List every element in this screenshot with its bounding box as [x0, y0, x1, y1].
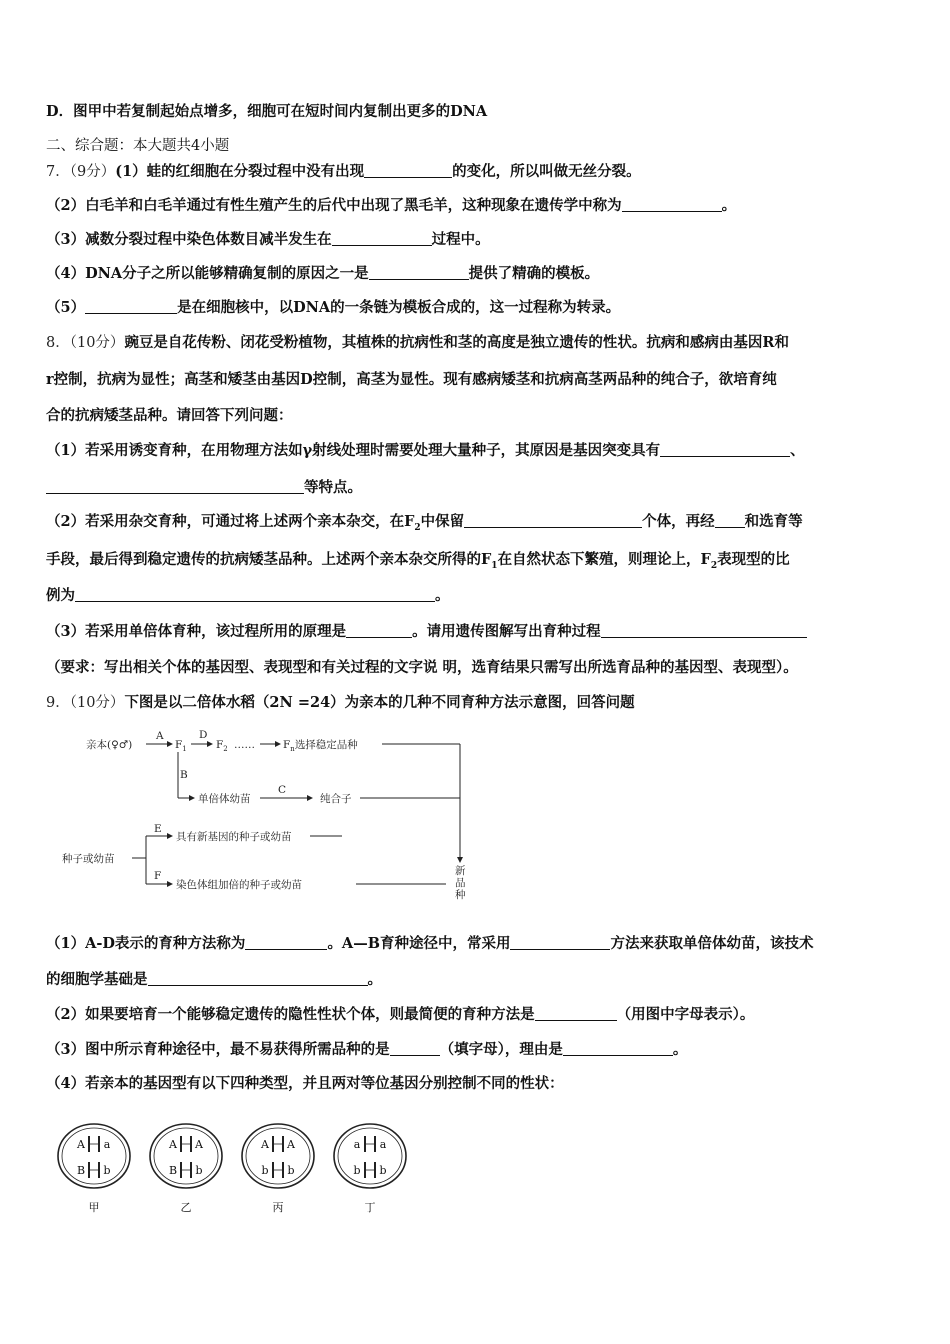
blank[interactable]: [715, 513, 745, 528]
cell-label: 甲: [88, 1201, 100, 1214]
blank[interactable]: [660, 442, 790, 457]
q9-stem: 9．（10分）下图是以二倍体水稻（2N =24）为亲本的几种不同育种方法示意图，回答问题: [46, 694, 635, 711]
haploid-label: 单倍体幼苗: [198, 793, 251, 805]
cell-label: 丙: [272, 1201, 284, 1214]
cell-outline: [150, 1124, 222, 1188]
cell-label: 丁: [364, 1201, 376, 1214]
blank[interactable]: [535, 1006, 617, 1021]
label-d: D: [199, 729, 208, 741]
newgene-label: 具有新基因的种子或幼苗: [176, 831, 292, 843]
q7-part4: （4）DNA分子之所以能够精确复制的原因之一是 提供了精确的模板。: [46, 265, 600, 282]
cell-nucleus: [62, 1128, 126, 1184]
allele-top-left: a: [353, 1138, 361, 1151]
allele-bottom-left: B: [168, 1164, 178, 1177]
q9-part4: （4）若亲本的基因型有以下四种类型，并且两对等位基因分别控制不同的性状：: [46, 1075, 564, 1092]
cell-nucleus: [154, 1128, 218, 1184]
breeding-diagram: [60, 726, 480, 906]
cell-label: 乙: [180, 1201, 192, 1214]
q7-part5: （5） 是在细胞核中，以DNA的一条链为模板合成的，这一过程称为转录。: [46, 299, 621, 316]
allele-top-left: A: [261, 1138, 269, 1151]
allele-bottom-right: b: [195, 1164, 203, 1177]
fn-label: $F_n$选择稳定品种: [283, 739, 358, 753]
blank[interactable]: [85, 299, 177, 314]
cell-nucleus: [246, 1128, 310, 1184]
q7-part2: （2）白毛羊和白毛羊通过有性生殖产生的后代中出现了黑毛羊，这种现象在遗传学中称为 。: [46, 197, 737, 214]
allele-bottom-left: b: [353, 1164, 361, 1177]
dots: ……: [234, 739, 255, 751]
q8-stem-line2: r控制，抗病为显性；高茎和矮茎由基因D控制，高茎为显性。现有感病矮茎和抗病高茎两品种的纯合子，欲培育纯: [46, 371, 777, 388]
allele-bottom-right: b: [103, 1164, 111, 1177]
genotype-cells: [52, 1116, 432, 1216]
allele-top-right: A: [195, 1138, 203, 1151]
q8-part3: （3）若采用单倍体育种，该过程所用的原理是 。请用遗传图解写出育种过程: [46, 622, 910, 642]
q8-part3-req: （要求：写出相关个体的基因型、表现型和有关过程的文字说 明，选育结果只需写出所选育品种的基因型、表现型）。: [46, 659, 798, 676]
cell-outline: [58, 1124, 130, 1188]
pure-label: 纯合子: [320, 793, 352, 805]
new-label-1: 新: [455, 865, 466, 877]
blank[interactable]: [148, 971, 368, 986]
q8-stem: 8．（10分）豌豆是自花传粉、闭花受粉植物，其植株的抗病性和茎的高度是独立遗传的性状。抗病和感病由基因R和: [46, 334, 789, 351]
allele-top-left: A: [169, 1138, 177, 1151]
seed-label: 种子或幼苗: [62, 853, 115, 865]
blank[interactable]: [332, 231, 432, 246]
q8-part2: （2）若采用杂交育种，可通过将上述两个亲本杂交，在$F_2$中保留 个体，再经 和选育等: [46, 513, 803, 533]
option-d: D．图甲中若复制起始点增多，细胞可在短时间内复制出更多的DNA: [46, 103, 488, 120]
q8-part1: （1）若采用诱变育种，在用物理方法如γ射线处理时需要处理大量种子，其原因是基因突变具有 、: [46, 442, 805, 459]
cell-outline: [334, 1124, 406, 1188]
parent-label: 亲本(♀♂): [86, 739, 133, 751]
blank[interactable]: [390, 1041, 440, 1056]
label-e: E: [154, 823, 162, 835]
f2-label: $F_2$: [216, 739, 228, 753]
doubled-label: 染色体组加倍的种子或幼苗: [176, 879, 302, 891]
blank[interactable]: [622, 197, 722, 212]
f1-label: $F_1$: [175, 739, 187, 753]
allele-top-right: a: [379, 1138, 387, 1151]
q8-stem-line3: 合的抗病矮茎品种。请回答下列问题：: [46, 407, 293, 424]
section-heading: 二、综合题：本大题共4小题: [46, 138, 230, 154]
allele-bottom-left: b: [261, 1164, 269, 1177]
blank[interactable]: [464, 513, 642, 528]
blank[interactable]: [601, 623, 807, 638]
allele-top-left: A: [77, 1138, 85, 1151]
allele-bottom-left: B: [76, 1164, 86, 1177]
q8-part2-line3: 例为 。: [46, 587, 450, 604]
blank[interactable]: [245, 935, 327, 950]
blank[interactable]: [563, 1041, 673, 1056]
blank[interactable]: [75, 587, 435, 602]
q8-part2-line2: 手段，最后得到稳定遗传的抗病矮茎品种。上述两个亲本杂交所得的$F_1$在自然状态下繁殖，则理论上，$F_2$表现型的比: [46, 551, 790, 571]
cell-nucleus: [338, 1128, 402, 1184]
blank[interactable]: [510, 935, 610, 950]
q7-part3: （3）减数分裂过程中染色体数目减半发生在 过程中。: [46, 231, 490, 248]
label-b: B: [180, 769, 188, 781]
blank[interactable]: [364, 163, 452, 178]
q7-stem: 7．（9分）(1）蛙的红细胞在分裂过程中没有出现 的变化，所以叫做无丝分裂。: [46, 163, 641, 180]
q9-part3: （3）图中所示育种途径中，最不易获得所需品种的是 （填字母），理由是 。: [46, 1041, 688, 1058]
new-label-3: 种: [455, 889, 466, 901]
allele-top-right: a: [103, 1138, 111, 1151]
label-a: A: [156, 730, 164, 742]
allele-top-right: A: [287, 1138, 295, 1151]
cell-outline: [242, 1124, 314, 1188]
q9-part2: （2）如果要培育一个能够稳定遗传的隐性性状个体，则最简便的育种方法是 （用图中字母表示）。: [46, 1006, 755, 1023]
new-label-2: 品: [455, 877, 466, 889]
allele-bottom-right: b: [287, 1164, 295, 1177]
blank[interactable]: [369, 265, 469, 280]
q9-part1-line2: 的细胞学基础是 。: [46, 971, 382, 988]
blank[interactable]: [346, 623, 412, 638]
q8-part1-cont: 等特点。: [46, 478, 910, 498]
label-f: F: [154, 870, 162, 882]
label-c: C: [278, 784, 287, 796]
blank[interactable]: [46, 479, 304, 494]
allele-bottom-right: b: [379, 1164, 387, 1177]
q9-part1: （1）A-D表示的育种方法称为 。A—B育种途径中，常采用 方法来获取单倍体幼苗，该技术: [46, 935, 814, 952]
